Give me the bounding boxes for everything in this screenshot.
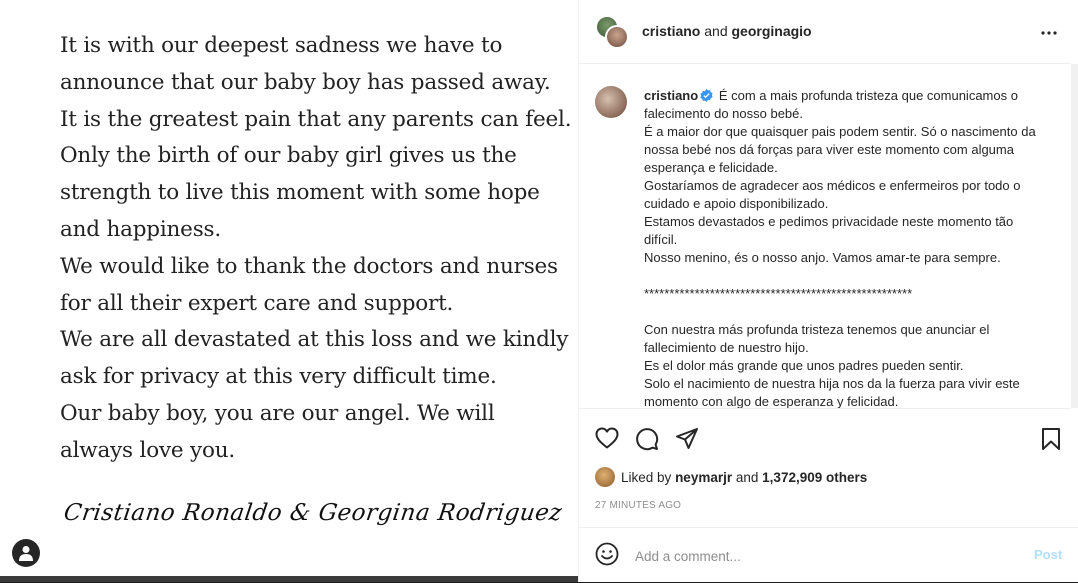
heart-icon[interactable] — [595, 427, 619, 449]
post-header — [579, 0, 1071, 64]
comment-icon[interactable] — [635, 427, 659, 451]
statement-text — [60, 28, 572, 470]
author-link[interactable]: cristiano — [642, 23, 701, 39]
post-authors — [642, 23, 812, 39]
post-comment-button[interactable]: Post — [1034, 547, 1063, 562]
caption-paragraph: Es el dolor más grande que unos padres pueden sentir. — [644, 358, 964, 373]
caption-paragraph: Con nuestra más profunda tristeza tenemos que anunciar el fallecimiento de nuestro hijo. — [644, 322, 990, 355]
caption-paragraph: É a maior dor que quaisquer pais podem sentir. Só o nascimento da nossa bebé nos dá forças para viver este momento com alguma esperança e felicidade. — [644, 124, 1036, 175]
bookmark-icon[interactable] — [1041, 427, 1061, 451]
statement-line: It is the greatest pain that any parents can feel. — [60, 106, 572, 132]
caption-username[interactable]: cristiano — [644, 88, 699, 103]
tagged-users-button[interactable] — [12, 539, 40, 567]
likes-and: and — [735, 470, 759, 485]
avatar — [595, 467, 615, 487]
comment-bar — [579, 527, 1078, 583]
caption-paragraph: É com a mais profunda tristeza que comunicamos o falecimento do nosso bebé. — [644, 88, 1018, 121]
likes-summary — [595, 467, 867, 487]
liker-username[interactable]: neymarjr — [675, 470, 733, 485]
avatar — [605, 25, 629, 49]
comment-input[interactable] — [633, 545, 1017, 567]
statement-line: for all their expert care and support. — [60, 290, 454, 316]
statement-line: ask for privacy at this very difficult time. — [60, 364, 497, 390]
caption-paragraph: Estamos devastados e pedimos privacidade neste momento tão difícil. — [644, 214, 1014, 247]
conjunction: and — [704, 23, 728, 39]
caption-scroll-area[interactable] — [579, 64, 1071, 408]
statement-line: Our baby boy, you are our angel. We will — [60, 400, 495, 426]
post-side-panel — [578, 0, 1078, 582]
statement-line: and happiness. — [60, 216, 222, 242]
caption-paragraph: Solo el nacimiento de nuestra hija nos da la fuerza para vivir este momento con algo de esperanza y felicidad. — [644, 376, 1020, 408]
more-options-icon[interactable] — [1040, 24, 1058, 42]
caption-text — [644, 87, 1044, 408]
verified-badge-icon — [700, 89, 713, 102]
statement-line: announce that our baby boy has passed away. — [60, 69, 551, 95]
share-icon[interactable] — [675, 427, 699, 451]
statement-line: It is with our deepest sadness we have to — [60, 33, 503, 58]
likes-count[interactable]: 1,372,909 others — [762, 470, 868, 485]
caption-divider: ***************************************************** — [644, 286, 913, 301]
post-timestamp[interactable]: 27 MINUTES AGO — [595, 500, 682, 511]
emoji-icon[interactable] — [595, 542, 619, 566]
statement-line: Only the birth of our baby girl gives us the — [60, 143, 517, 169]
post-actions — [579, 408, 1071, 529]
author-link[interactable]: georginagio — [731, 23, 812, 39]
user-icon — [19, 545, 33, 561]
signature: Cristiano Ronaldo & Georgina Rodriguez — [62, 500, 564, 526]
statement-line: strength to live this moment with some hope — [60, 180, 540, 206]
statement-line: always love you. — [60, 437, 236, 463]
statement-line: We would like to thank the doctors and nurses — [60, 253, 558, 279]
caption-paragraph: Gostaríamos de agradecer aos médicos e enfermeiros por todo o cuidado e apoio disponibilizado. — [644, 178, 1021, 211]
likes-prefix: Liked by — [621, 470, 672, 485]
scrollbar[interactable] — [1071, 64, 1078, 408]
avatar[interactable] — [595, 86, 627, 118]
collab-avatars[interactable] — [595, 15, 631, 51]
caption-paragraph: Nosso menino, és o nosso anjo. Vamos amar-te para sempre. — [644, 250, 1001, 265]
statement-line: We are all devastated at this loss and we kindly — [60, 327, 569, 353]
